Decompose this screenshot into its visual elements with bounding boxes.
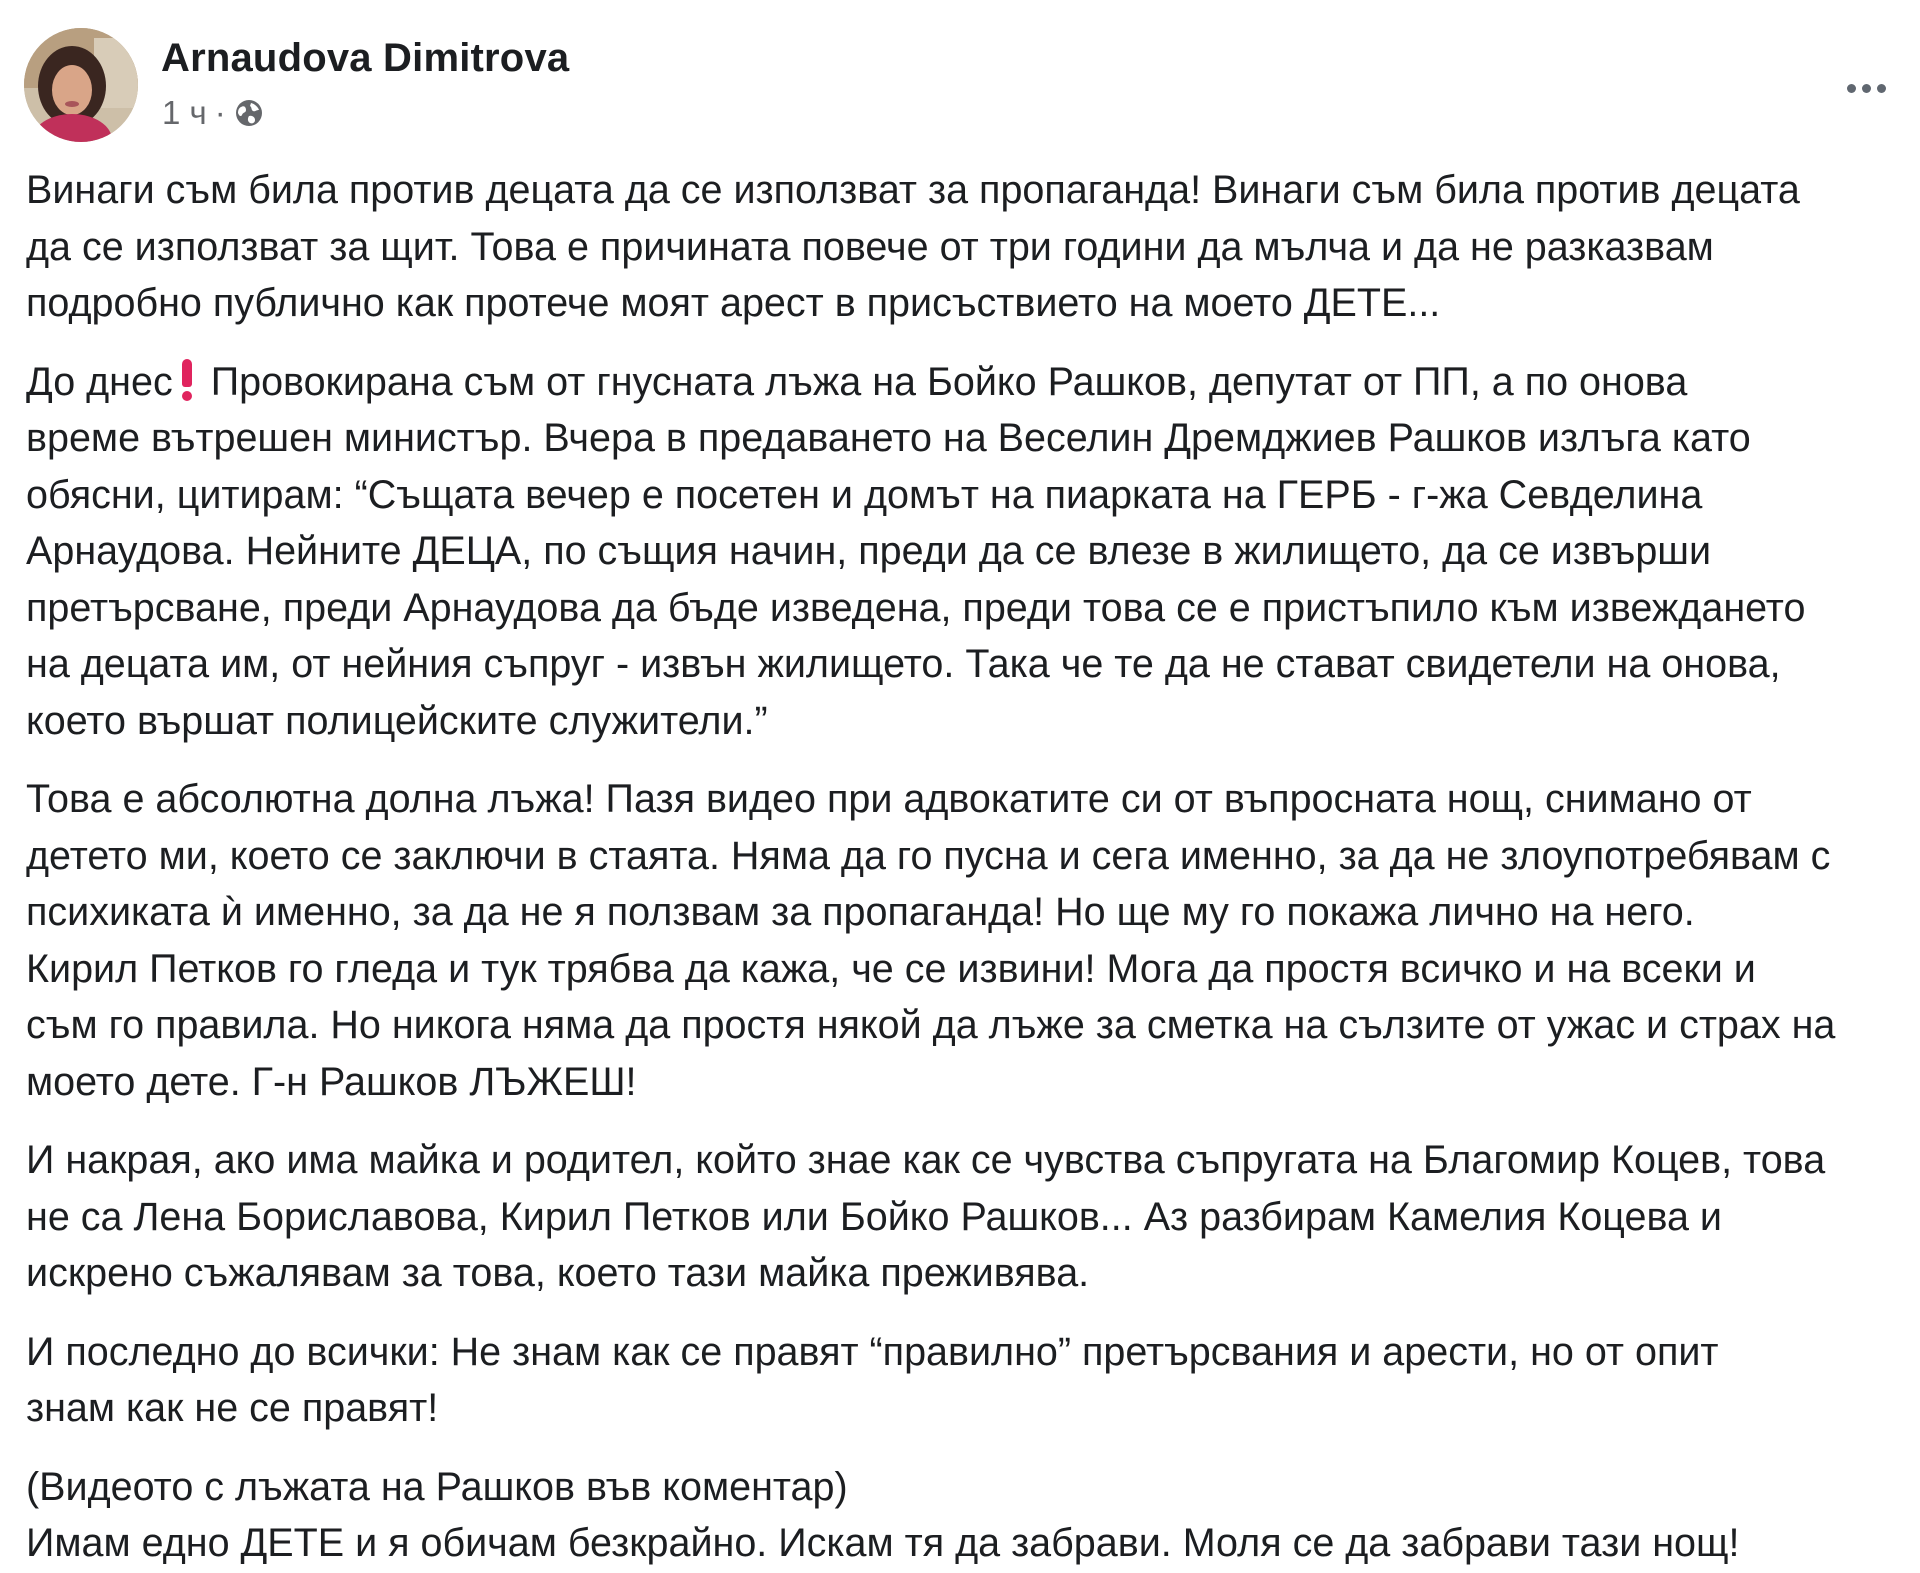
author-name[interactable]: Arnaudova Dimitrova	[161, 36, 570, 80]
paragraph-6a: (Видеото с лъжата на Рашков във коментар)	[26, 1464, 848, 1509]
post-time[interactable]: 1 ч	[162, 94, 207, 131]
red-exclamation-icon	[177, 357, 197, 401]
paragraph-6b: Имам едно ДЕТЕ и я обичам безкрайно. Искам тя да забрави. Моля се да забрави тази нощ!	[26, 1521, 1740, 1565]
post-header	[24, 28, 1896, 148]
paragraph-2	[26, 354, 1916, 750]
author-avatar[interactable]	[24, 28, 138, 142]
more-dot	[1877, 84, 1886, 93]
meta-separator: ·	[214, 94, 226, 131]
paragraph-1: Винаги съм била против децата да се използват за пропаганда! Винаги съм била против децата да се използват за щит. Това е причината повече от три години да мълча и да не разказвам подробно публично как протече моят арест в присъствието на моето ДЕТЕ...	[26, 168, 1800, 325]
more-dot	[1862, 84, 1871, 93]
paragraph-2-rest: Провокирана съм от гнусната лъжа на Бойко Рашков, депутат от ПП, а по онова време вътрешен министър. Вчера в предаването на Веселин Дремджиев Рашков излъга като обясни, цитирам: “Същата вечер е посетен и домът на пиарката на ГЕРБ - г-жа Севделина Арнаудова. Нейните ДЕЦА, по същия начин, преди да се влезе в жилището, да се извърши претърсване, преди Арнаудова да бъде изведена, преди това се е пристъпило към извеждането на децата им, от нейния съпруг - извън жилището. Така че те да не стават свидетели на онова, което вършат полицейските служители.”	[26, 359, 1806, 743]
paragraph-2-start: До днес	[26, 359, 173, 404]
paragraph-3: Това е абсолютна долна лъжа! Пазя видео при адвокатите си от въпросната нощ, снимано от детето ми, което се заключи в стаята. Няма да го пусна и сега именно, за да не злоупотребявам с психиката ѝ именно, за да не я ползвам за пропаганда! Но ще му го покажа лично на него. Кирил Петков го гледа и тук трябва да кажа, че се извини! Мога да простя всичко и на всеки и съм го правила. Но никога няма да простя някой да лъже за сметка на сълзите от ужас и страх на моето дете. Г-н Рашков ЛЪЖЕШ!	[26, 777, 1836, 1104]
more-dot	[1847, 84, 1856, 93]
more-options-icon[interactable]	[1836, 68, 1896, 108]
globe-icon[interactable]	[234, 98, 264, 128]
paragraph-5: И последно до всички: Не знам как се правят “правилно” претърсвания и арести, но от опит знам как не се правят!	[26, 1329, 1719, 1430]
paragraph-4: И накрая, ако има майка и родител, който знае как се чувства съпругата на Благомир Коцев, това не са Лена Бориславова, Кирил Петков или Бойко Рашков... Аз разбирам Камелия Коцева и искрено съжалявам за това, което тази майка преживява.	[26, 1138, 1826, 1295]
post-meta	[162, 94, 264, 132]
post-body	[26, 162, 1916, 1572]
